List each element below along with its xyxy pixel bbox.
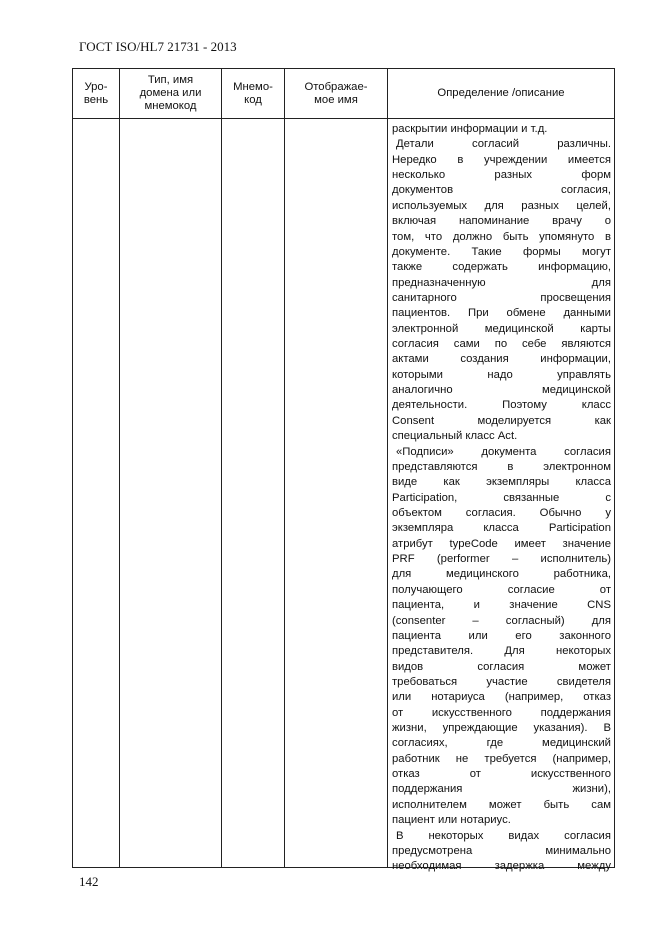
- text-line: поддержания жизни),: [392, 783, 611, 796]
- text-line: Consent моделируется как: [392, 414, 611, 427]
- page-number: 142: [79, 874, 99, 889]
- text-line: также содержать информацию,: [392, 261, 611, 274]
- text-line: представителя. Для некоторых: [392, 645, 611, 658]
- table-header-row: [73, 69, 614, 119]
- text-line: для медицинского работника,: [392, 568, 611, 581]
- text-line: жизни, упреждающие указания). В: [392, 722, 611, 735]
- text-line: Participation, связанные с: [392, 491, 611, 504]
- definition-text: [392, 122, 611, 875]
- text-line: требоваться участие свидетеля: [392, 675, 611, 688]
- text-line: атрибут typeCode имеет значение: [392, 537, 611, 550]
- text-line: пациента или его законного: [392, 629, 611, 642]
- text-line: видов согласия может: [392, 660, 611, 673]
- column-header-definition: Определение /описание: [437, 87, 565, 99]
- text-line: санитарного просвещения: [392, 291, 611, 304]
- text-line: от искусственного поддержания: [392, 706, 611, 719]
- document-header: ГОСТ ISO/HL7 21731 - 2013: [79, 39, 237, 54]
- text-line: PRF (performer – исполнитель): [392, 553, 611, 566]
- text-line: экземпляра класса Participation: [392, 522, 611, 535]
- text-line: аналогично медицинской: [392, 384, 611, 397]
- text-line: предназначенную для: [392, 276, 611, 289]
- text-line: «Подписи» документа согласия: [396, 445, 611, 458]
- text-line: том, что должно быть упомянуто в: [392, 230, 611, 243]
- text-line: Нередко в учреждении имеется: [392, 153, 611, 166]
- text-line: Детали согласий различны.: [396, 138, 611, 151]
- text-line: виде как экземпляры класса: [392, 476, 611, 489]
- column-header-display-name: Отображае- мое имя: [304, 80, 368, 106]
- text-line: включая напоминание врачу о: [392, 215, 611, 228]
- text-line: раскрытии информации и т.д.: [392, 123, 548, 135]
- text-line: электронной медицинской карты: [392, 322, 611, 335]
- text-line: объектом согласия. Обычно у: [392, 506, 611, 519]
- column-header-domain-type: Тип, имя домена или мнемокод: [139, 74, 202, 112]
- text-line: или нотариуса (например, отказ: [392, 691, 611, 704]
- text-line: документов согласия,: [392, 184, 611, 197]
- column-divider: [119, 69, 120, 867]
- text-line: согласия сами по себе являются: [392, 338, 611, 351]
- column-header-level: Уро- вень: [83, 80, 109, 106]
- text-line: предусмотрена минимально: [392, 844, 611, 857]
- text-line: документе. Такие формы могут: [392, 245, 611, 258]
- text-line: работник не требуется (например,: [392, 752, 611, 765]
- text-line: отказ от искусственного: [392, 768, 611, 781]
- text-line: В некоторых видах согласия: [396, 829, 611, 842]
- text-line: согласиях, где медицинский: [392, 737, 611, 750]
- definitions-table: [72, 68, 615, 873]
- text-line: пациент или нотариус.: [392, 814, 511, 827]
- text-line: специальный класс Act.: [392, 430, 518, 443]
- column-divider: [221, 69, 222, 867]
- text-line: необходимая задержка между: [392, 860, 611, 873]
- text-line: (consenter – согласный) для: [392, 614, 611, 627]
- text-line: используемых для разных целей,: [392, 199, 611, 212]
- column-divider: [387, 69, 388, 867]
- column-divider: [284, 69, 285, 867]
- text-line: пациентов. При обмене данными: [392, 307, 611, 320]
- text-line: исполнителем может быть сам: [392, 798, 611, 811]
- text-line: несколько разных форм: [392, 169, 611, 182]
- text-line: актами создания информации,: [392, 353, 611, 366]
- text-line: пациента, и значение CNS: [392, 599, 611, 612]
- column-header-mnemonic: Мнемо- код: [233, 80, 273, 106]
- text-line: представляются в электронном: [392, 460, 611, 473]
- text-line: получающего согласие от: [392, 583, 611, 596]
- text-line: которыми надо управлять: [392, 368, 611, 381]
- text-line: деятельности. Поэтому класс: [392, 399, 611, 412]
